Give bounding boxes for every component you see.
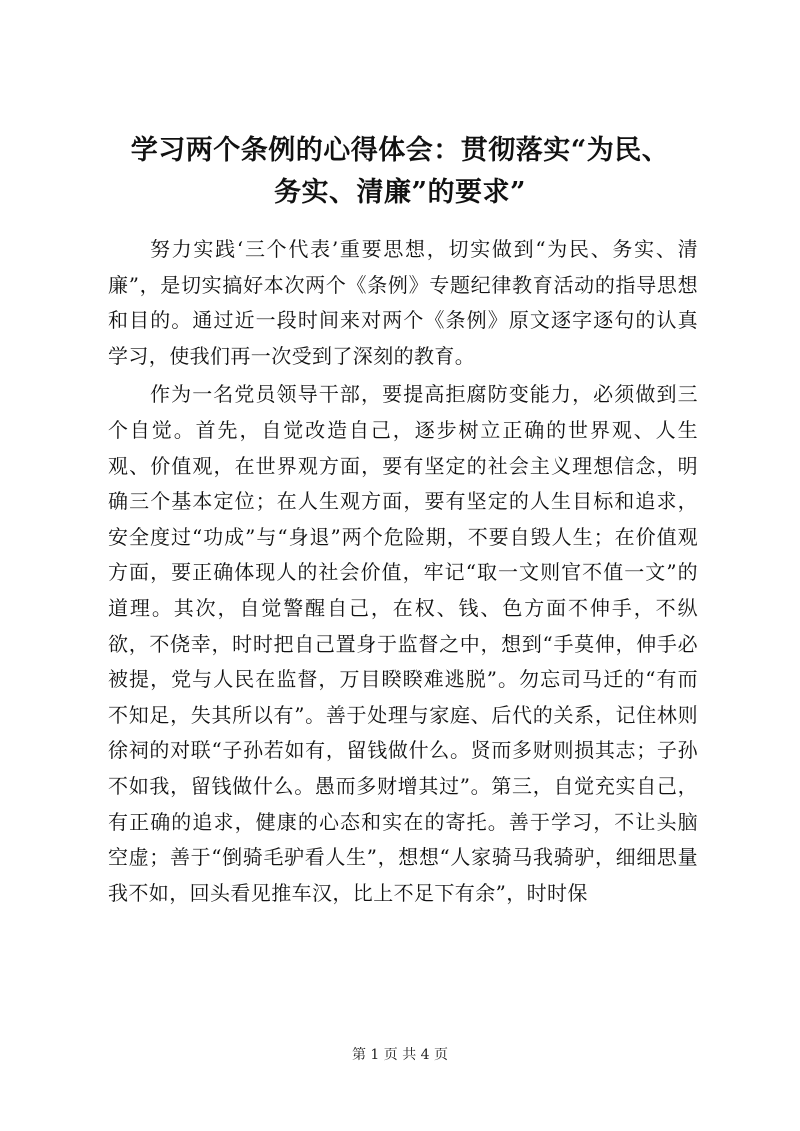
page-number-footer: 第 1 页 共 4 页 [351,1047,449,1063]
paragraph-1: 努力实践‘三个代表’重要思想，切实做到“为民、务实、清廉”，是切实搞好本次两个《条例》专题纪律教育活动的指导思想和目的。通过近一段时间来对两个《条例》原文逐字逐句的认真学习，使我们再一次受到了深刻的教育。 [108,237,698,368]
paragraph-2: 作为一名党员领导干部，要提高拒腐防变能力，必须做到三个自觉。首先，自觉改造自己，逐步树立正确的世界观、人生观、价值观，在世界观方面，要有坚定的社会主义理想信念，明确三个基本定位；在人生观方面，要有坚定的人生目标和追求，安全度过“功成”与“身退”两个危险期，不要自毁人生；在价值观方面，要正确体现人的社会价值，牢记“取一文则官不值一文”的道理。其次，自觉警醒自己，在权、钱、色方面不伸手，不纵欲，不侥幸，时时把自己置身于监督之中，想到“手莫伸，伸手必被提，党与人民在监督，万目睽睽难逃脱”。勿忘司马迁的“有而不知足，失其所以有”。善于处理与家庭、后代的关系，记住林则徐祠的对联“子孙若如有，留钱做什么。贤而多财则损其志；子孙不如我，留钱做什么。愚而多财增其过”。第三，自觉充实自己，有正确的追求，健康的心态和实在的寄托。善于学习，不让头脑空虚；善于“倒骑毛驴看人生”，想想“人家骑马我骑驴，细细思量我不如，回头看见推车汉，比上不足下有余”，时时保 [108,382,698,905]
title-line-1: 学习两个条例的心得体会：贯彻落实“为民、 [130,135,670,166]
title-line-2: 务实、清廉”的要求” [273,177,527,208]
document-body [108,232,698,911]
page-title [100,130,700,214]
